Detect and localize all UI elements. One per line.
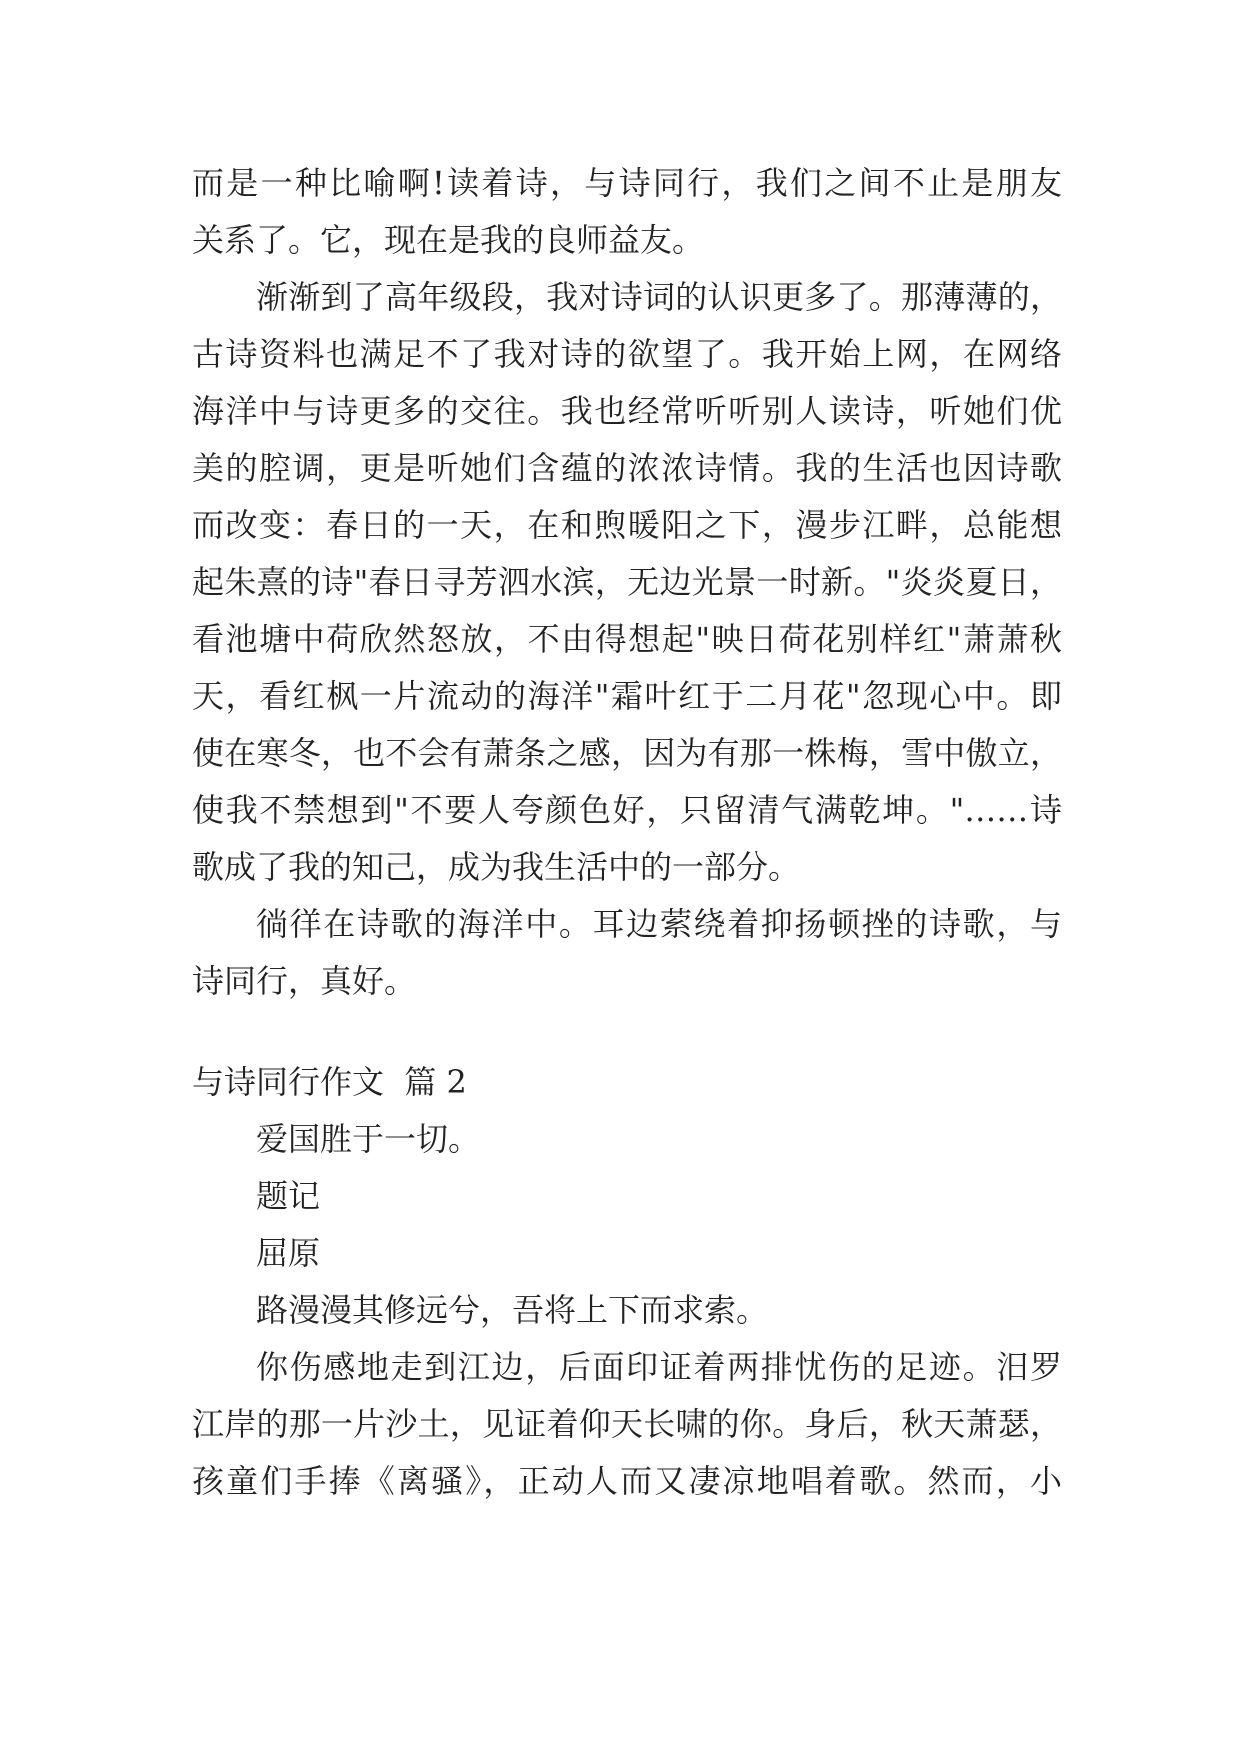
text-line: 徜徉在诗歌的海洋中。耳边萦绕着抑扬顿挫的诗歌，与 [256, 905, 1062, 943]
text-line: 路漫漫其修远兮，吾将上下而求索。 [256, 1291, 769, 1329]
text-line: 而是一种比喻啊!读着诗，与诗同行，我们之间不止是朋友 [192, 164, 1062, 202]
text-line: 美的腔调，更是听她们含蕴的浓浓诗情。我的生活也因诗歌 [192, 449, 1062, 487]
text-line: 天，看红枫一片流动的海洋"霜叶红于二月花"忽现心中。即 [192, 677, 1062, 715]
text-line: 你伤感地走到江边，后面印证着两排忧伤的足迹。汨罗 [256, 1348, 1062, 1386]
text-line: 海洋中与诗更多的交往。我也经常听听别人读诗，听她们优 [192, 392, 1062, 430]
text-line: 关系了。它，现在是我的良师益友。 [192, 221, 705, 259]
text-line: 看池塘中荷欣然怒放，不由得想起"映日荷花别样红"萧萧秋 [192, 620, 1062, 658]
text-line: 爱国胜于一切。 [256, 1120, 481, 1158]
text-line: 使我不禁想到"不要人夸颜色好，只留清气满乾坤。"……诗 [192, 791, 1062, 829]
text-line: 起朱熹的诗"春日寻芳泗水滨，无边光景一时新。"炎炎夏日， [192, 563, 1062, 601]
text-line: 屈原 [256, 1234, 321, 1272]
text-line: 题记 [256, 1177, 321, 1215]
text-line: 古诗资料也满足不了我对诗的欲望了。我开始上网，在网络 [192, 335, 1062, 373]
text-line: 渐渐到了高年级段，我对诗词的认识更多了。那薄薄的， [256, 278, 1062, 316]
text-line: 而改变：春日的一天，在和煦暖阳之下，漫步江畔，总能想 [192, 506, 1062, 544]
text-line: 诗同行，真好。 [192, 962, 417, 1000]
text-line: 江岸的那一片沙土，见证着仰天长啸的你。身后，秋天萧瑟， [192, 1405, 1062, 1443]
section-heading: 与诗同行作文 篇 2 [192, 1063, 467, 1101]
text-line: 使在寒冬，也不会有萧条之感，因为有那一株梅，雪中傲立， [192, 734, 1062, 772]
text-line: 歌成了我的知己，成为我生活中的一部分。 [192, 848, 801, 886]
text-line: 孩童们手捧《离骚》，正动人而又凄凉地唱着歌。然而，小 [192, 1462, 1062, 1500]
